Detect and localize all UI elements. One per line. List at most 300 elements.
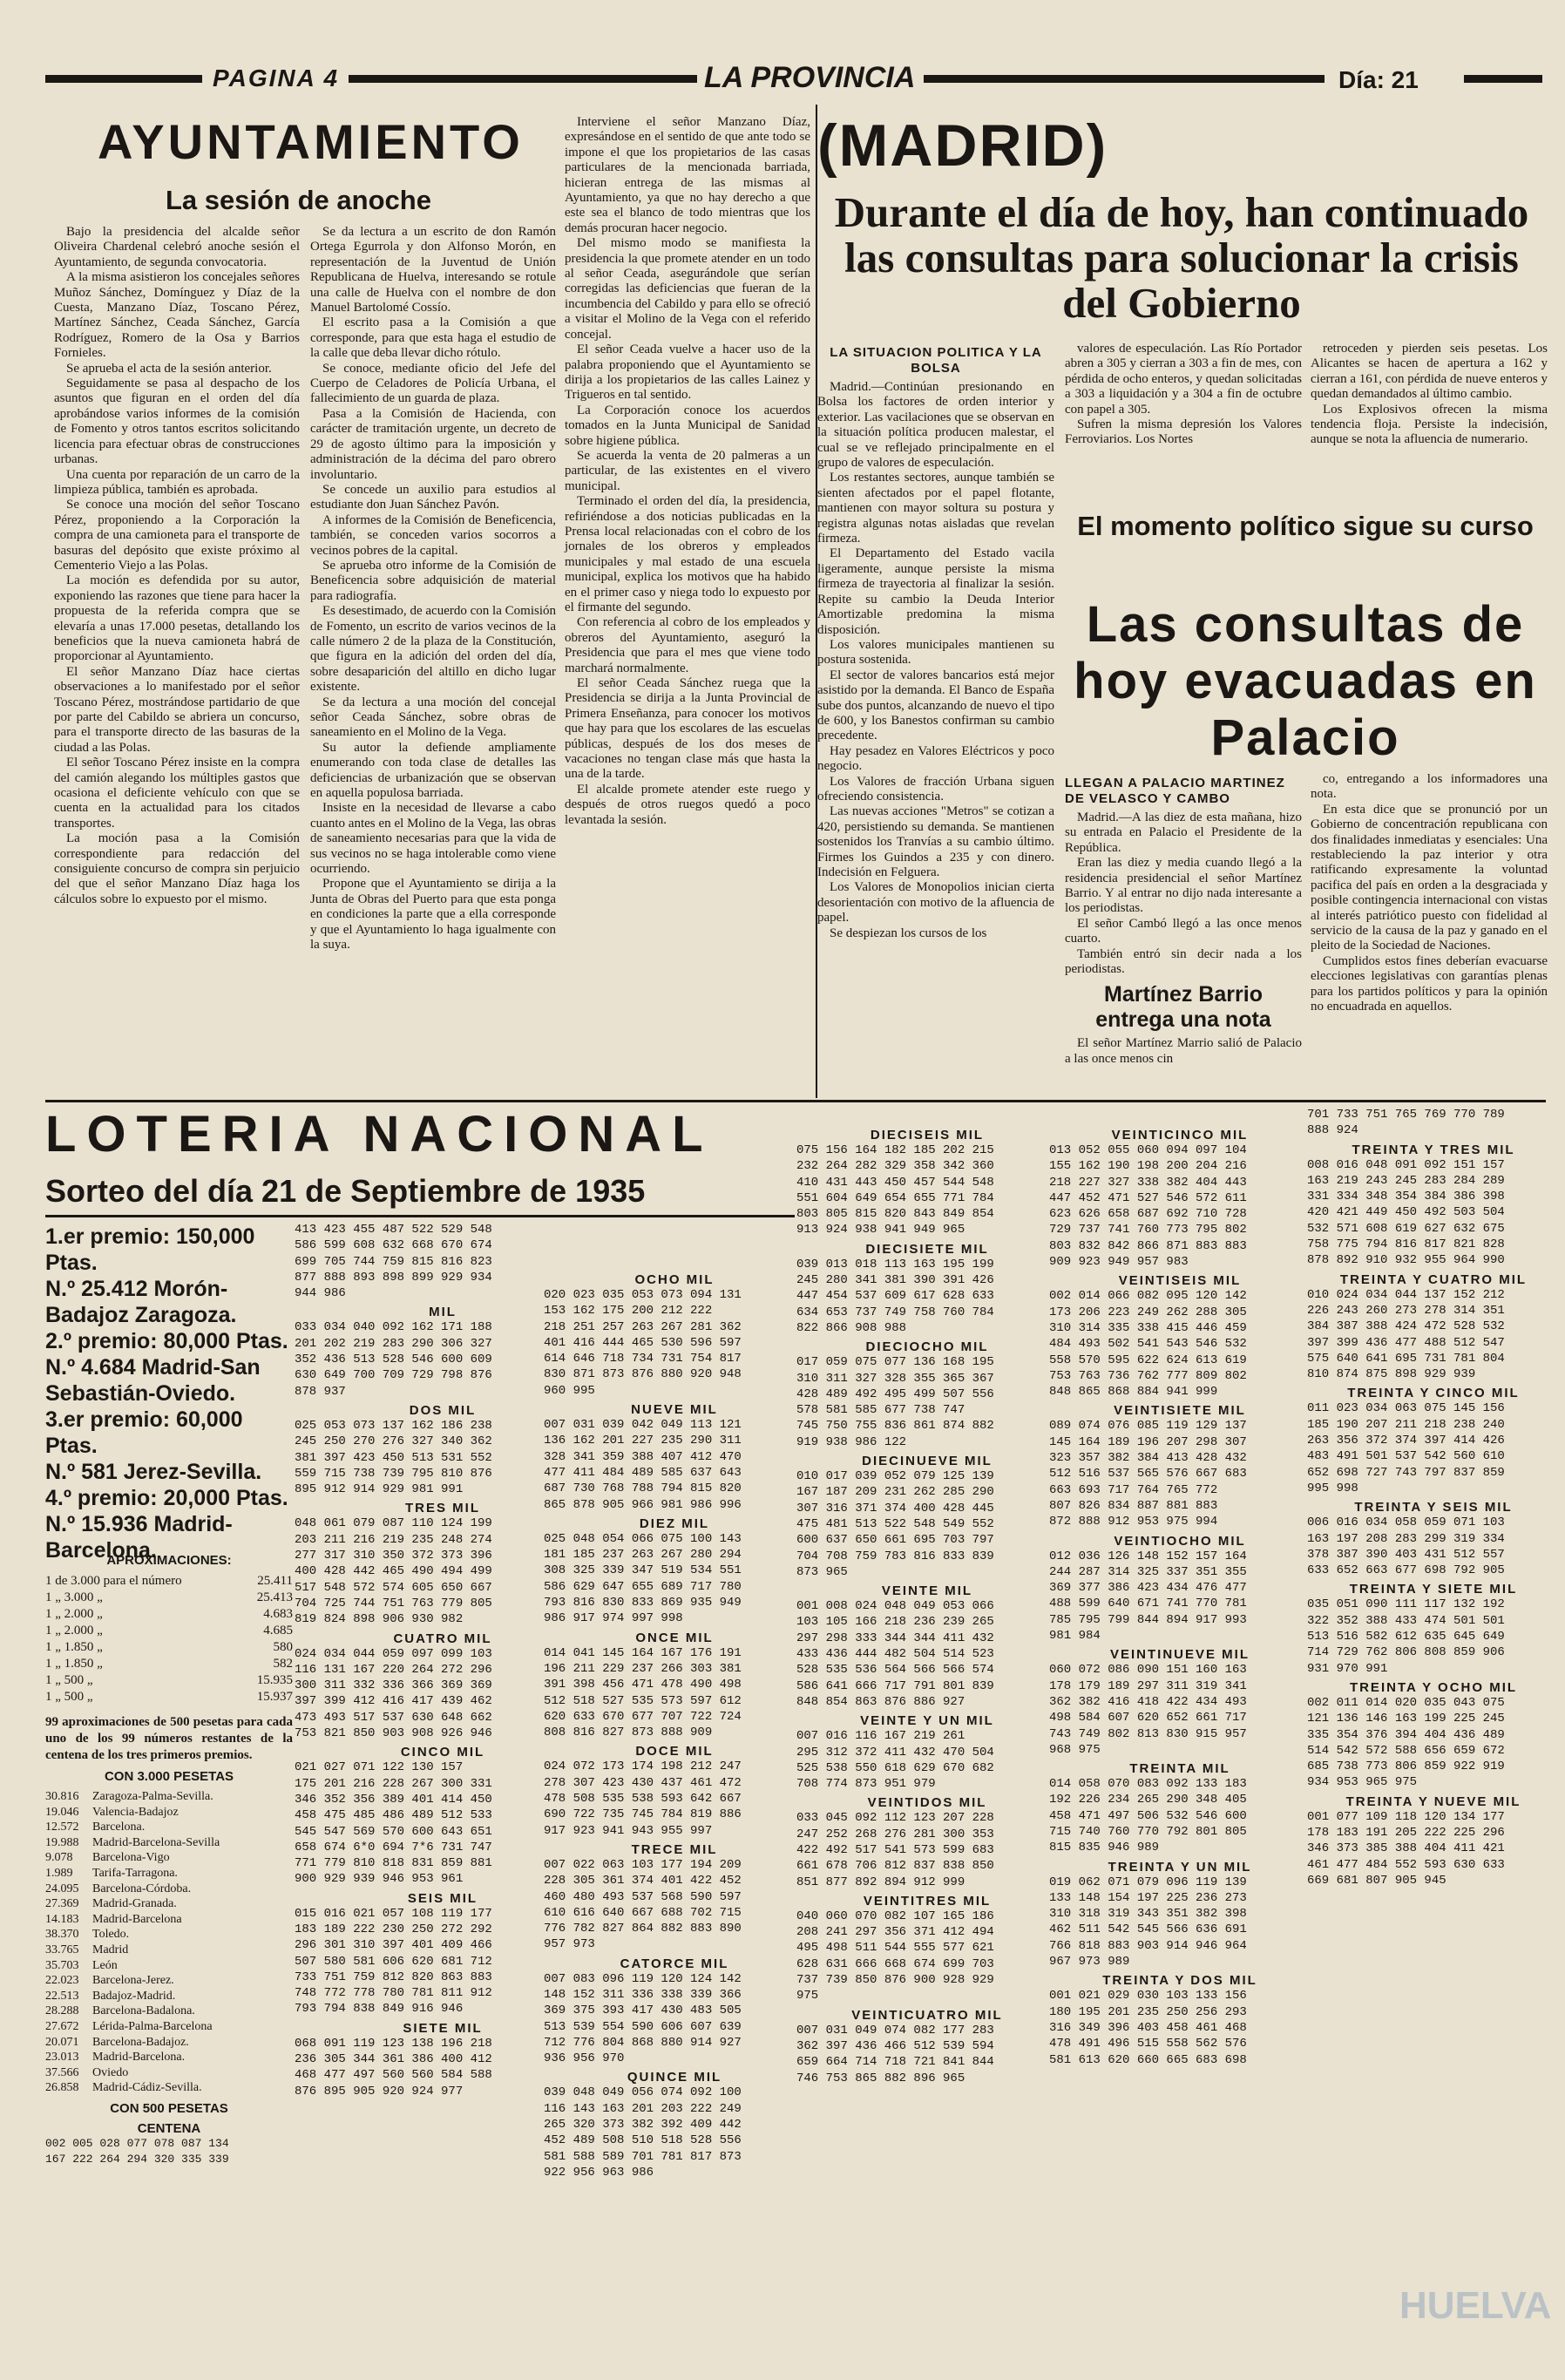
number-row: 133 148 154 197 225 236 273 (1049, 1890, 1247, 1905)
approx-number: 15.935 (256, 1673, 293, 1687)
approx-label: 1 „ 1.850 „ (45, 1640, 103, 1654)
con3000-row (45, 1896, 293, 1912)
loteria-title: LOTERIA NACIONAL (45, 1106, 714, 1163)
number-row: 007 031 039 042 049 113 121 (544, 1418, 742, 1433)
number-row: 525 538 550 618 629 670 682 (796, 1760, 994, 1775)
con3000-place: Zaragoza-Palma-Sevilla. (92, 1790, 213, 1803)
approx-label: 1 de 3.000 para el número (45, 1574, 182, 1588)
con3000-number: 14.183 (45, 1912, 79, 1926)
con3000-row (45, 1882, 293, 1897)
number-row: 010 017 039 052 079 125 139 (796, 1469, 994, 1484)
number-row: 708 774 873 951 979 (796, 1777, 936, 1792)
number-row: 815 835 946 989 (1049, 1841, 1160, 1855)
thousand-heading: DIECISEIS MIL (870, 1128, 985, 1143)
number-row: 040 060 070 082 107 165 186 (796, 1909, 994, 1923)
con3000-row (45, 1958, 293, 1974)
number-row: 232 264 282 329 358 342 360 (796, 1159, 994, 1174)
bolsa-section (817, 342, 1054, 941)
masthead-rule-mid-right (924, 75, 1324, 83)
paragraph: Propone que el Ayuntamiento se dirija a la Junta de Obras del Puerto para que esta ponga en condiciones la parte que a ella corresponde y que el Ayuntamiento lo haga igualmente con la suya. (310, 877, 556, 953)
approx-row (45, 1623, 293, 1639)
number-row: 218 227 327 338 382 404 443 (1049, 1175, 1247, 1190)
barrio-paragraph: El señor Martínez Marrio salió de Palacio a las once menos cin (1065, 1036, 1302, 1066)
paragraph: El sector de valores bancarios está mejor asistido por la demanda. El Banco de España sube dos puntos, alcanzando de nuevo el tipo de 600, y los Banestos confirman su cambio precedente. (817, 668, 1054, 743)
number-row: 245 280 341 381 390 391 426 (796, 1273, 994, 1288)
thousand-heading: TREINTA Y NUEVE MIL (1345, 1793, 1521, 1809)
number-row: 116 131 167 220 264 272 296 (295, 1662, 492, 1677)
con3000-row (45, 1927, 293, 1943)
number-row: 428 489 492 495 499 507 556 (796, 1387, 994, 1401)
paragraph: También entró sin decir nada a los periodistas. (1065, 946, 1302, 977)
number-row: 460 480 493 537 568 590 597 (544, 1889, 742, 1904)
thousand-heading: DIECISIETE MIL (865, 1241, 989, 1257)
number-row: 586 629 647 655 689 717 780 (544, 1579, 742, 1594)
con3000-number: 30.816 (45, 1790, 79, 1803)
paragraph: Se conoce una moción del señor Toscano Pérez, proponiendo a la Corporación la compra de una camioneta para el transporte de basuras del depósito que existe próximo al Cementerio Viejo a las Polas. (54, 498, 300, 573)
number-row: 413 423 455 487 522 529 548 (295, 1223, 492, 1237)
paragraph: En esta dice que se pronunció por un Gobierno de concentración republicana con dos finalidades inmediatas y esenciales: Una restableciendo la paz interior y otra ratificando expresamente la voluntad pacifica del país en orden a la desgraciada y posible contingencia internacional con vistas al interés patriótico puesto con fidelidad al servicio de la causa de la paz y ganado en el pleito de la Sociedad de Naciones. (1311, 802, 1548, 953)
con3000-row (45, 1820, 293, 1835)
number-row: 163 197 208 283 299 319 334 (1307, 1531, 1505, 1546)
con3000-row (45, 2050, 293, 2065)
centena-title: CENTENA (137, 2120, 201, 2136)
number-row: 316 349 396 403 458 461 468 (1049, 2020, 1247, 2035)
paragraph: valores de especulación. Las Río Portador abren a 305 y cierran a 303 a fin de mes, con pérdida de ocho enteros, y quedan solicitadas a 303 a liquidación y a 304 a fin de octubre con papel a 305. (1065, 342, 1302, 417)
con3000-number: 37.566 (45, 2065, 79, 2079)
number-row: 021 027 071 122 130 157 (295, 1760, 464, 1775)
number-row: 397 399 436 477 488 512 547 (1307, 1335, 1505, 1350)
paragraph: Madrid.—A las diez de esta mañana, hizo su entrada en Palacio el Presidente de la República. (1065, 810, 1302, 855)
thousand-heading: NUEVE MIL (631, 1402, 718, 1418)
number-row: 793 794 838 849 916 946 (295, 2002, 464, 2017)
prize-list (45, 1224, 293, 1563)
approx-number: 580 (273, 1640, 293, 1654)
paragraph: El Departamento del Estado vacila ligeramente, aunque persiste la misma firmeza de trayectoria al finalizar la sesión. Repite su cambio la Deuda Interior Amortizable predomina la misma disposición. (817, 546, 1054, 637)
con3000-place: Barcelona. (92, 1821, 146, 1834)
number-row: 877 888 893 898 899 929 934 (295, 1270, 492, 1285)
number-row: 873 965 (796, 1564, 848, 1579)
thousand-heading: VEINTISIETE MIL (1114, 1403, 1246, 1419)
paragraph: Se conoce, mediante oficio del Jefe del Cuerpo de Celadores de Policía Urbana, el fallecimiento de un guarda de plaza. (310, 361, 556, 406)
paragraph: Pasa a la Comisión de Hacienda, con carácter de tramitación urgente, un decreto de 29 de agosto último para la imposición y administración de la décima del paro obrero involuntario. (310, 406, 556, 482)
thousand-heading: VEINTITRES MIL (863, 1893, 992, 1909)
number-row: 208 241 297 356 371 412 494 (796, 1925, 994, 1940)
number-row: 033 034 040 092 162 171 188 (295, 1320, 492, 1335)
approx-section (45, 1548, 293, 2167)
paragraph: Se despiezan los cursos de los (830, 926, 987, 940)
number-row: 851 877 892 894 912 999 (796, 1875, 965, 1889)
number-row: 462 511 542 545 566 636 691 (1049, 1922, 1247, 1937)
thousand-heading: CINCO MIL (400, 1745, 485, 1760)
number-row: 025 053 073 137 162 186 238 (295, 1418, 492, 1433)
number-row: 226 243 260 273 278 314 351 (1307, 1303, 1505, 1318)
con3000-row (45, 2065, 293, 2081)
con3000-number: 9.078 (45, 1851, 73, 1865)
prize-amount: 3.er premio: 60,000 Ptas. (45, 1407, 243, 1458)
numbers-column-d (1049, 1124, 1311, 2068)
paragraph: El señor Manzano Díaz hace ciertas observaciones a lo manifestado por el señor Toscano Pérez, mostrándose partidario de que por parte del Cabildo se abriera un concurso, para el transporte directo de las basuras de la ciudad a las Polas. (54, 664, 300, 755)
number-row: 872 888 912 953 975 994 (1049, 1515, 1218, 1529)
con3000-row (45, 1805, 293, 1821)
number-row: 001 008 024 048 049 053 066 (796, 1599, 994, 1614)
number-row: 014 058 070 083 092 133 183 (1049, 1777, 1247, 1792)
number-row: 245 250 270 276 327 340 362 (295, 1434, 492, 1449)
thousand-heading: VEINTE Y UN MIL (860, 1713, 994, 1729)
number-row: 748 772 778 780 781 811 912 (295, 1986, 492, 2001)
thousand-heading: VEINTICUATRO MIL (851, 2007, 1003, 2023)
con3000-place: Valencia-Badajoz (92, 1805, 179, 1819)
thousand-heading: CATORCE MIL (620, 1956, 729, 1971)
number-row: 878 892 910 932 955 964 990 (1307, 1253, 1505, 1268)
con3000-number: 12.572 (45, 1821, 79, 1834)
number-row: 310 318 319 343 351 382 398 (1049, 1907, 1247, 1922)
number-row: 900 929 939 946 953 961 (295, 1872, 464, 1887)
number-row: 322 352 388 433 474 501 501 (1307, 1613, 1505, 1628)
palacio-title: LLEGAN A PALACIO MARTINEZ DE VELASCO Y CAMBO (1065, 776, 1285, 806)
thousand-heading: DIEZ MIL (639, 1515, 710, 1531)
number-row: 178 179 189 297 311 319 341 (1049, 1678, 1247, 1693)
paragraph: El escrito pasa a la Comisión a que corresponde, para que esta haga el estudio de la calle que deba llevar dicho rótulo. (310, 315, 556, 361)
number-row: 878 937 (295, 1384, 346, 1399)
approx-row (45, 1590, 293, 1606)
con3000-row (45, 1943, 293, 1958)
paragraph: El señor Ceada vuelve a hacer uso de la palabra proponiendo que el Ayuntamiento se dirija a los propietarios de las calles Lainez y Trigueros en tal sentido. (565, 342, 810, 403)
paragraph: Los Valores de fracción Urbana siguen ofreciendo consistencia. (817, 774, 1054, 804)
number-row: 488 599 640 671 741 770 781 (1049, 1597, 1247, 1611)
centena-row: 002 005 028 077 078 087 134 (45, 2136, 229, 2150)
number-row: 323 357 382 384 413 428 432 (1049, 1451, 1247, 1466)
number-row: 528 535 536 564 566 566 574 (796, 1663, 994, 1678)
prize-number: N.º 4.684 Madrid-San Sebastián-Oviedo. (45, 1355, 261, 1406)
prize-amount: 4.º premio: 20,000 Ptas. (45, 1486, 288, 1510)
paragraph: co, entregando a los informadores una nota. (1311, 772, 1548, 802)
paragraph: Los Explosivos ofrecen la misma tendencia floja. Persiste la indecisión, aunque se nota la afluencia de numerario. (1311, 402, 1548, 447)
number-row: 277 317 310 350 372 373 396 (295, 1549, 492, 1563)
number-row: 586 641 666 717 791 801 839 (796, 1678, 994, 1693)
masthead-rule-left (45, 75, 202, 83)
number-row: 244 287 314 325 337 351 355 (1049, 1564, 1247, 1579)
con3000-number: 28.288 (45, 2004, 79, 2018)
con3000-place: Lérida-Palma-Barcelona (92, 2019, 213, 2033)
number-row: 013 052 055 060 094 097 104 (1049, 1143, 1247, 1157)
number-row: 007 031 049 074 082 177 283 (796, 2023, 994, 2038)
number-row: 652 698 727 743 797 837 859 (1307, 1465, 1505, 1480)
number-row: 473 493 517 537 630 648 662 (295, 1710, 492, 1725)
number-row: 369 375 393 417 430 483 505 (544, 2004, 742, 2018)
thousand-heading: TREINTA Y SEIS MIL (1354, 1500, 1513, 1515)
number-row: 532 571 608 619 627 632 675 (1307, 1221, 1505, 1236)
number-row: 075 156 164 182 185 202 215 (796, 1143, 994, 1157)
number-row: 012 036 126 148 152 157 164 (1049, 1549, 1247, 1563)
con3000-place: Barcelona-Badajoz. (92, 2035, 189, 2049)
thousand-heading: TRES MIL (405, 1501, 480, 1516)
number-row: 478 508 535 538 593 642 667 (544, 1792, 742, 1807)
con3000-row (45, 2035, 293, 2051)
thousand-heading: ONCE MIL (635, 1630, 714, 1645)
paragraph: Se concede un auxilio para estudios al estudiante don Juan Sánchez Pavón. (310, 482, 556, 512)
number-row: 178 183 191 205 222 225 296 (1307, 1825, 1505, 1840)
number-row: 699 705 744 759 815 816 823 (295, 1254, 492, 1269)
date-label: Día: 21 (1338, 66, 1419, 93)
number-row: 776 782 827 864 882 883 890 (544, 1922, 742, 1936)
paragraph: El señor Toscano Pérez insiste en la compra del camión alegando los múltiples gastos que ocasiona el deficiente vehículo con que se cuenta en la actualidad para los citados transportes. (54, 756, 300, 831)
number-row: 822 866 908 988 (796, 1320, 907, 1335)
con3000-title: CON 3.000 PESETAS (104, 1769, 234, 1784)
number-row: 620 633 670 677 707 722 724 (544, 1709, 742, 1724)
thousand-heading: SIETE MIL (403, 2020, 483, 2036)
bolsa-column-2 (1065, 342, 1302, 448)
paragraph: Insiste en la necesidad de llevarse a cabo cuanto antes en el Molino de la Vega, las obras de saneamiento necesarias para que la vida de sus vecinos no se haga intolerable como viene ocurriendo. (310, 801, 556, 877)
masthead-rule-right (1464, 75, 1542, 83)
number-row: 310 314 335 338 415 446 459 (1049, 1320, 1247, 1335)
sorteo-title: Sorteo del día 21 de Septiembre de 1935 (45, 1173, 646, 1209)
number-row: 960 995 (544, 1383, 595, 1398)
number-row: 263 356 372 374 397 414 426 (1307, 1434, 1505, 1448)
paragraph: La moción es defendida por su autor, exponiendo las razones que tiene para hacer la propuesta de la referida compra que se elevaría a unas 17.000 pesetas, detallando los beneficios que la nueva camioneta habrá de proporcionar al Ayuntamiento. (54, 573, 300, 664)
con3000-row (45, 1789, 293, 1805)
paragraph: El señor Cambó llegó a las once menos cuarto. (1065, 916, 1302, 946)
number-row: 512 518 527 535 573 597 612 (544, 1693, 742, 1708)
thousand-heading: TRECE MIL (631, 1841, 718, 1857)
number-row: 634 653 737 749 758 760 784 (796, 1305, 994, 1319)
thousand-heading: VEINTIOCHO MIL (1114, 1533, 1246, 1549)
number-row: 687 730 768 788 794 815 820 (544, 1482, 742, 1496)
thousand-heading: DOCE MIL (635, 1744, 714, 1760)
con3000-number: 1.989 (45, 1866, 73, 1880)
number-row: 628 631 666 668 674 699 703 (796, 1956, 994, 1971)
number-row: 001 077 109 118 120 134 177 (1307, 1809, 1505, 1824)
number-row: 995 998 (1307, 1481, 1358, 1495)
number-row: 035 051 090 111 117 132 192 (1307, 1597, 1505, 1612)
number-row: 422 492 517 541 573 599 683 (796, 1842, 994, 1857)
paragraph: Con referencia al cobro de los empleados y obreros del Ayuntamiento, aseguró la Presidencia que para el mes que viene todo marchará normalmente. (565, 615, 810, 675)
number-row: 010 024 034 044 137 152 212 (1307, 1287, 1505, 1302)
paper-name: LA PROVINCIA (704, 61, 916, 94)
number-row: 830 871 873 876 880 920 948 (544, 1367, 742, 1382)
paragraph: El alcalde promete atender este ruego y después de otros ruegos quedó a poco levantada la sesión. (565, 782, 810, 827)
numbers-column-b (544, 1269, 805, 2180)
number-row: 659 664 714 718 721 841 844 (796, 2055, 994, 2070)
number-row: 148 152 311 336 338 339 366 (544, 1987, 742, 2002)
paragraph: Se da lectura a un escrito de don Ramón Ortega Egurrola y don Alfonso Morón, en representación de la Juventud de Unión Republicana de Huelva, interesando se rotule una calle de Huelva con el nombre de don Manuel Bartolomé Cossío. (310, 225, 556, 315)
number-row: 297 298 333 344 344 411 432 (796, 1631, 994, 1645)
approx-row (45, 1672, 293, 1689)
number-row: 704 708 759 783 816 833 839 (796, 1549, 994, 1563)
number-row: 201 202 219 283 290 306 327 (295, 1336, 492, 1351)
thousand-heading: VEINTISEIS MIL (1118, 1273, 1242, 1289)
con3000-number: 27.369 (45, 1897, 79, 1911)
number-row: 944 986 (295, 1286, 346, 1301)
number-row: 420 421 449 450 492 503 504 (1307, 1205, 1505, 1220)
prize-amount: 1.er premio: 150,000 Ptas. (45, 1224, 255, 1275)
thousand-heading: SEIS MIL (407, 1890, 478, 1906)
number-row: 803 805 815 820 843 849 854 (796, 1207, 994, 1222)
paragraph: La moción pasa a la Comisión correspondiente para redacción del consiguiente concurso de compra sin perjuicio del que el señor Manzano Díaz haga los cálculos sobre lo expuesto por el mismo. (54, 831, 300, 906)
number-row: 362 382 416 418 422 434 493 (1049, 1694, 1247, 1709)
paragraph: Se da lectura a una moción del concejal señor Ceada Sánchez, sobre obras de saneamiento en el Molino de la Vega. (310, 695, 556, 740)
number-row: 865 878 905 966 981 986 996 (544, 1497, 742, 1512)
number-row: 001 021 029 030 103 133 156 (1049, 1989, 1247, 2004)
number-row: 136 162 201 227 235 290 311 (544, 1434, 742, 1448)
number-row: 981 984 (1049, 1629, 1101, 1644)
number-row: 753 821 850 903 908 926 946 (295, 1726, 492, 1741)
number-row: 346 373 385 388 404 411 421 (1307, 1841, 1505, 1856)
number-row: 729 737 741 760 773 795 802 (1049, 1223, 1247, 1237)
number-row: 701 733 751 765 769 770 789 (1307, 1108, 1505, 1122)
con3000-number: 38.370 (45, 1928, 79, 1942)
number-row: 975 (796, 1989, 819, 2004)
number-row: 766 818 883 903 914 946 964 (1049, 1938, 1247, 1953)
number-row: 704 725 744 751 763 779 805 (295, 1596, 492, 1610)
number-row: 007 022 063 103 177 194 209 (544, 1857, 742, 1872)
thousand-heading: TREINTA Y TRES MIL (1352, 1142, 1515, 1157)
thousand-heading: DIECIOCHO MIL (865, 1339, 989, 1355)
paragraph: A la misma asistieron los concejales señores Muñoz Sánchez, Domínguez y Díaz de la Cuesta, Manzano Díaz, Toscano Pérez, Martínez Sánchez, Ceada Sánchez, García Rodríguez, Romero de la Osa y Barrios Fornieles. (54, 270, 300, 361)
number-row: 155 162 190 198 200 204 216 (1049, 1159, 1247, 1174)
number-row: 310 311 327 328 355 365 367 (796, 1371, 994, 1386)
number-row: 785 795 799 844 894 917 993 (1049, 1612, 1247, 1627)
con3000-row (45, 2019, 293, 2035)
con3000-number: 19.046 (45, 1805, 79, 1819)
number-row: 513 516 582 612 635 645 649 (1307, 1630, 1505, 1644)
paragraph: Los restantes sectores, aunque también se sienten afectados por el papel flotante, mantienen con mayor soltura su postura y registra algunas notas aisladas que revelan firmeza. (817, 471, 1054, 546)
number-row: 391 398 456 471 478 490 498 (544, 1678, 742, 1692)
number-row: 192 226 234 265 290 348 405 (1049, 1793, 1247, 1807)
bolsa-column-1 (817, 380, 1054, 941)
ayuntamiento-column-3 (565, 115, 810, 828)
number-row: 352 436 513 528 546 600 609 (295, 1353, 492, 1367)
palacio-column-1 (1065, 810, 1302, 977)
number-row: 712 776 804 868 880 914 927 (544, 2035, 742, 2050)
paragraph: Eran las diez y media cuando llegó a la residencia presidencial el señor Martínez Barrio. Y al entrar no dijo nada interesante a los periodistas. (1065, 856, 1302, 916)
number-row: 452 489 508 510 518 528 556 (544, 2133, 742, 2148)
number-row: 600 637 650 661 695 703 797 (796, 1533, 994, 1548)
archive-stamp: HUELVA (1399, 2284, 1552, 2327)
thousand-heading: DIECINUEVE MIL (862, 1454, 993, 1469)
paragraph: Es desestimado, de acuerdo con la Comisión de Fomento, un escrito de varios vecinos de la calle número 2 de la plaza de la Constitución, que figura en la adición del orden del día, sobre desaparición del altillo en dicho lugar existente. (310, 604, 556, 695)
con3000-place: Madrid-Granada. (92, 1897, 177, 1911)
number-row: 014 041 145 164 167 176 191 (544, 1645, 742, 1660)
con3000-row (45, 2080, 293, 2096)
con3000-row (45, 1989, 293, 2004)
number-row: 513 539 554 590 606 607 639 (544, 2019, 742, 2034)
number-row: 346 352 356 389 401 414 450 (295, 1792, 492, 1807)
number-row: 307 316 371 374 400 428 445 (796, 1501, 994, 1515)
number-row: 218 251 257 263 267 281 362 (544, 1319, 742, 1334)
number-row: 986 917 974 997 998 (544, 1611, 683, 1626)
con3000-number: 27.672 (45, 2019, 79, 2033)
number-row: 753 763 736 762 777 809 802 (1049, 1368, 1247, 1383)
paragraph: retroceden y pierden seis pesetas. Los Alicantes se hacen de apertura a 162 y cierran a 161, con pérdida de nueve enteros y quedan demandados al último cambio. (1311, 342, 1548, 402)
numbers-column-e (1307, 1107, 1560, 1888)
madrid-kicker: (MADRID) (817, 112, 1108, 179)
number-row: 810 874 875 898 929 939 (1307, 1367, 1476, 1382)
page-label: PAGINA 4 (213, 64, 340, 92)
number-row: 024 034 044 059 097 099 103 (295, 1646, 492, 1661)
con3000-place: Madrid-Barcelona (92, 1912, 182, 1926)
number-row: 196 211 229 237 266 303 381 (544, 1661, 742, 1676)
number-row: 507 580 581 606 620 681 712 (295, 1954, 492, 1969)
con3000-place: Oviedo (92, 2065, 129, 2079)
number-row: 658 674 6*0 694 7*6 731 747 (295, 1840, 492, 1855)
number-row: 610 616 640 667 688 702 715 (544, 1905, 742, 1920)
number-row: 917 923 941 943 955 997 (544, 1823, 713, 1838)
centena-row: 167 222 264 294 320 335 339 (45, 2153, 229, 2166)
approx-rows (45, 1573, 293, 1705)
number-row: 068 091 119 123 138 196 218 (295, 2036, 492, 2051)
con3000-row (45, 1850, 293, 1866)
number-row: 278 307 423 430 437 461 472 (544, 1775, 742, 1790)
number-row: 495 498 511 544 555 577 621 (796, 1941, 994, 1956)
number-row: 308 325 339 347 519 534 551 (544, 1563, 742, 1578)
paragraph: Seguidamente se pasa al despacho de los asuntos que figuran en el orden del día aprobándose varios informes de la comisión de Fomento y otros tantos escritos solicitando licencia para efectuar obras de construcciones urbanas. (54, 376, 300, 467)
number-row: 020 023 035 053 073 094 131 (544, 1288, 742, 1302)
number-row: 743 749 802 813 830 915 957 (1049, 1726, 1247, 1741)
approx-label: 1 „ 2.000 „ (45, 1624, 103, 1638)
approx-label: 1 „ 500 „ (45, 1690, 93, 1704)
number-row: 015 016 021 057 108 119 177 (295, 1906, 492, 1921)
number-row: 623 626 658 687 692 710 728 (1049, 1207, 1247, 1222)
approx-row (45, 1639, 293, 1656)
number-row: 328 341 359 388 407 412 470 (544, 1449, 742, 1464)
prize-number: N.º 25.412 Morón-Badajoz Zaragoza. (45, 1277, 237, 1327)
paragraph: Sufren la misma depresión los Valores Ferroviarios. Los Nortes (1065, 417, 1302, 447)
number-row: 458 471 497 506 532 546 600 (1049, 1808, 1247, 1823)
paragraph: Una cuenta por reparación de un carro de la limpieza pública, también es aprobada. (54, 467, 300, 497)
number-row: 663 693 717 764 765 772 (1049, 1482, 1218, 1497)
paragraph: Los valores municipales mantienen su postura sostenida. (817, 637, 1054, 668)
number-row: 265 320 373 382 392 409 442 (544, 2118, 742, 2133)
number-row: 484 493 502 541 543 546 532 (1049, 1337, 1247, 1352)
con3000-row (45, 1866, 293, 1882)
number-row: 895 912 914 929 981 991 (295, 1482, 464, 1497)
number-row: 228 305 361 374 401 422 452 (544, 1874, 742, 1888)
number-row: 331 334 348 354 384 386 398 (1307, 1190, 1505, 1204)
number-row: 545 547 569 570 600 643 651 (295, 1824, 492, 1839)
thousand-heading: VEINTINUEVE MIL (1109, 1647, 1250, 1663)
number-row: 089 074 076 085 119 129 137 (1049, 1419, 1247, 1434)
number-row: 153 162 175 200 212 222 (544, 1304, 713, 1319)
number-row: 559 715 738 739 795 810 876 (295, 1466, 492, 1481)
number-row: 931 970 991 (1307, 1661, 1388, 1676)
number-row: 737 739 850 876 900 928 929 (796, 1973, 994, 1988)
number-row: 019 062 071 079 096 119 139 (1049, 1875, 1247, 1889)
paragraph: Hay pesadez en Valores Eléctricos y poco negocio. (817, 743, 1054, 774)
paragraph: Terminado el orden del día, la presidencia, refiriéndose a dos noticias publicadas en la Prensa local relacionadas con el cobro de los jornales de los obreros y empleados municipales y mal estado de una escuela municipal, explica los motivos que ha habido en el primer caso y niega todo lo expuesto por el firmante del segundo. (565, 494, 810, 614)
number-row: 468 477 497 560 560 584 588 (295, 2068, 492, 2083)
thousand-heading: VEINTIDOS MIL (867, 1795, 987, 1811)
palacio-column-2 (1311, 772, 1548, 1015)
approx-number: 15.937 (256, 1690, 293, 1704)
number-row: 296 301 310 397 401 409 466 (295, 1938, 492, 1953)
number-row: 483 491 501 537 542 560 610 (1307, 1449, 1505, 1464)
approx-number: 4.683 (263, 1607, 293, 1621)
paragraph: Las nuevas acciones "Metros" se cotizan a 420, persistiendo su demanda. Se mantienen sostenidos los Tranvías a su cambio último. Firmes los Guindos a 235 y con dinero. Indecisión en Felguera. (817, 804, 1054, 879)
con3000-list (45, 1789, 293, 2096)
approx-label: 1 „ 2.000 „ (45, 1607, 103, 1621)
thousand-heading: CUATRO MIL (393, 1631, 492, 1646)
number-row: 025 048 054 066 075 100 143 (544, 1531, 742, 1546)
number-row: 690 722 735 745 784 819 886 (544, 1807, 742, 1822)
paragraph: Se aprueba el acta de la sesión anterior. (66, 361, 272, 376)
number-row: 060 072 086 090 151 160 163 (1049, 1663, 1247, 1678)
paragraph: Su autor la defiende ampliamente enumerando con toda clase de detalles las deficiencias de urbanización que se observan en aquella populosa barriada. (310, 740, 556, 801)
number-row: 919 938 986 122 (796, 1434, 907, 1449)
number-row: 039 013 018 113 163 195 199 (796, 1257, 994, 1271)
thousand-heading: TREINTA Y UN MIL (1108, 1859, 1252, 1875)
approx-title: APROXIMACIONES: (106, 1553, 232, 1568)
con3000-number: 20.071 (45, 2035, 79, 2049)
